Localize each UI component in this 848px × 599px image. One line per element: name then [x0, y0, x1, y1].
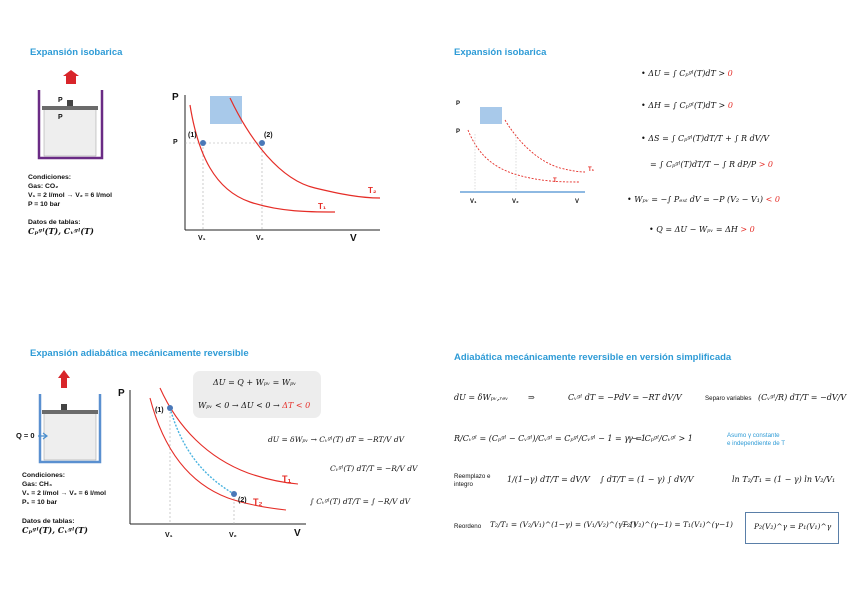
- simp-row4-a: T₂/T₁ = (V₂/V₁)^(1−γ) = (V₁/V₂)^(γ−1): [490, 520, 637, 529]
- cond-line: P = 10 bar: [28, 201, 61, 208]
- simp-row4-label: Reordeno: [454, 523, 482, 530]
- pv-diagram-small: [460, 100, 585, 195]
- axis-v-label: V: [350, 233, 357, 244]
- tables-line: Cₚᵍˡ(T), Cᵥᵍˡ(T): [28, 226, 94, 236]
- adiabatic-tables: [22, 517, 88, 535]
- eq-delta-s-1: • ΔS = ∫ Cₚᵍˡ(T)dT/T + ∫ R dV/V: [641, 134, 769, 143]
- eq-gt0-s: > 0: [758, 160, 774, 169]
- eq-zero-1: 0: [727, 69, 733, 78]
- adiabatic-conditions: [22, 471, 106, 507]
- small-p-mid: P: [456, 129, 461, 135]
- simp-row1-label: Separo variables: [705, 395, 752, 402]
- simp-row1-arrow: ⇒: [528, 393, 535, 402]
- simp-row1-a: dU = δWₚᵥ,ᵣₑᵥ: [454, 393, 509, 402]
- small-v1: V₁: [470, 199, 477, 205]
- simp-row3-label: [454, 473, 490, 489]
- cond-line: P₁ = 10 bar: [22, 499, 58, 506]
- adiabatic-cylinder-diagram: [38, 368, 108, 463]
- adiabatic-v2: V₂: [229, 532, 237, 539]
- note-line: e independiente de T: [727, 440, 786, 447]
- q-zero-label: Q = 0: [16, 431, 35, 440]
- eq-lt0-w: < 0: [765, 195, 780, 204]
- eq-delta-u-text: ΔU = ∫ Cₚᵍˡ(T)dT >: [648, 69, 726, 78]
- axis-p-label: P: [172, 92, 179, 103]
- panel3-title: Expansión adiabática mecánicamente reversible: [30, 348, 249, 359]
- cond-line: V₁ = 2 l/mol → V₂ = 6 l/mol: [22, 490, 107, 497]
- adiabatic-pt2: (2): [238, 497, 247, 504]
- simp-row2-b: γ = Cₚᵍˡ/Cᵥᵍˡ > 1: [628, 434, 693, 443]
- piston-p-top: P: [58, 97, 63, 104]
- v1-tick: V₁: [198, 235, 206, 242]
- eq-gt0-q: > 0: [740, 225, 755, 234]
- pv-diagram-adiabatic: [118, 388, 311, 528]
- small-v: V: [575, 199, 580, 205]
- simp-row3-b: ∫ dT/T = (1 − γ) ∫ dV/V: [600, 475, 694, 484]
- simp-row1-b: Cᵥᵍˡ dT = −PdV = −RT dV/V: [568, 393, 682, 402]
- adiabatic-t2: T₂: [253, 497, 263, 507]
- point-1-label: (1): [188, 132, 197, 139]
- simp-row2-a: R/Cᵥᵍˡ = (Cₚᵍˡ − Cᵥᵍˡ)/Cᵥᵍˡ = Cₚᵍˡ/Cᵥᵍˡ − 1 = γ − 1: [454, 434, 646, 443]
- note-line: Asumo γ constante: [727, 432, 780, 439]
- q-zero-arrow: [38, 432, 50, 440]
- eq-zero-2: 0: [727, 101, 733, 110]
- simp-row4-c: P₂(V₂)^γ = P₁(V₁)^γ: [754, 522, 832, 531]
- simp-row4-b: T₂(V₂)^(γ−1) = T₁(V₁)^(γ−1): [622, 520, 733, 529]
- simp-row1-d: (Cᵥᵍˡ/R) dT/T = −dV/V: [758, 393, 847, 402]
- isotherm-t1: T₁: [318, 202, 327, 211]
- eq-heat: • Q = ΔU − Wₚᵥ = ΔH > 0: [649, 225, 755, 234]
- cond-line: Gas: CH₄: [22, 481, 53, 488]
- cond-line: Condiciones:: [28, 174, 72, 181]
- tables-line: Datos de tablas:: [22, 518, 75, 525]
- label-line: integro: [454, 481, 473, 488]
- pv-diagram-isobaric: [170, 90, 380, 240]
- label-line: Reemplazo e: [454, 473, 491, 480]
- adiabatic-v1: V₁: [165, 532, 173, 539]
- eq-delta-h-text: ΔH = ∫ Cₚᵍˡ(T)dT >: [648, 101, 726, 110]
- simp-row3-a: 1/(1−γ) dT/T = dV/V: [507, 475, 590, 484]
- panel1-title: Expansión isobarica: [30, 47, 123, 58]
- eq-delta-s-2-text: = ∫ Cₚᵍˡ(T)dT/T − ∫ R dP/P: [650, 160, 757, 169]
- cond-line: Gas: CO₂: [28, 183, 59, 190]
- box-line-2-text: Wₚᵥ < 0 → ΔU < 0 →: [198, 401, 280, 410]
- cond-line: V₁ = 2 l/mol → V₂ = 6 l/mol: [28, 192, 113, 199]
- tables-block: [28, 218, 94, 236]
- small-v2: V₂: [512, 199, 519, 205]
- adiabatic-axis-p: P: [118, 388, 125, 399]
- eq-work-text: Wₚᵥ = −∫ Pₑₓₜ dV = −P (V₂ − V₁): [634, 195, 764, 204]
- panel4-title: Adiabática mecánicamente reversible en versión simplificada: [454, 352, 732, 363]
- v2-tick: V₂: [256, 235, 264, 242]
- adiabatic-axis-v: V: [294, 528, 301, 539]
- small-t1: T₁: [588, 167, 595, 173]
- eq-delta-s-2: [650, 160, 773, 169]
- adiabatic-eq-2: Cᵥᵍˡ(T) dT/T = −R/V dV: [330, 464, 418, 473]
- tables-line: Datos de tablas:: [28, 219, 81, 226]
- eq-delta-u: • ΔU = ∫ Cₚᵍˡ(T)dT > 0: [641, 69, 733, 78]
- piston-cylinder-diagram: [36, 68, 106, 163]
- piston-p-gas: P: [58, 114, 63, 121]
- p-tick: P: [173, 139, 178, 146]
- adiabatic-t1: T₁: [282, 474, 292, 484]
- eq-work: • Wₚᵥ = −∫ Pₑₓₜ dV = −P (V₂ − V₁) < 0: [627, 195, 780, 204]
- box-line-1: ΔU = Q + Wₚᵥ = Wₚᵥ: [213, 378, 297, 387]
- cond-line: Condiciones:: [22, 472, 66, 479]
- eq-delta-h: • ΔH = ∫ Cₚᵍˡ(T)dT > 0: [641, 101, 733, 110]
- adiabatic-eq-1: dU = δWₚᵥ → Cᵥᵍˡ(T) dT = −RT/V dV: [268, 435, 405, 444]
- panel2-title: Expansión isobarica: [454, 47, 547, 58]
- eq-delta-s-1-text: ΔS = ∫ Cₚᵍˡ(T)dT/T + ∫ R dV/V: [648, 134, 769, 143]
- small-t: T: [553, 178, 557, 184]
- simp-row3-c: ln T₂/T₁ = (1 − γ) ln V₂/V₁: [732, 475, 836, 484]
- small-p-top: P: [456, 101, 461, 107]
- adiabatic-eq-3: ∫ Cᵥᵍˡ(T) dT/T = ∫ −R/V dV: [310, 497, 411, 506]
- simp-row2-note: [727, 432, 785, 448]
- conditions-block: [28, 173, 112, 209]
- tables-line: Cₚᵍˡ(T), Cᵥᵍˡ(T): [22, 525, 88, 535]
- isotherm-t2: T₂: [368, 186, 377, 195]
- point-2-label: (2): [264, 132, 273, 139]
- eq-heat-text: Q = ΔU − Wₚᵥ = ΔH: [656, 225, 738, 234]
- box-line-2-red: ΔT < 0: [282, 401, 311, 410]
- adiabatic-pt1: (1): [155, 407, 164, 414]
